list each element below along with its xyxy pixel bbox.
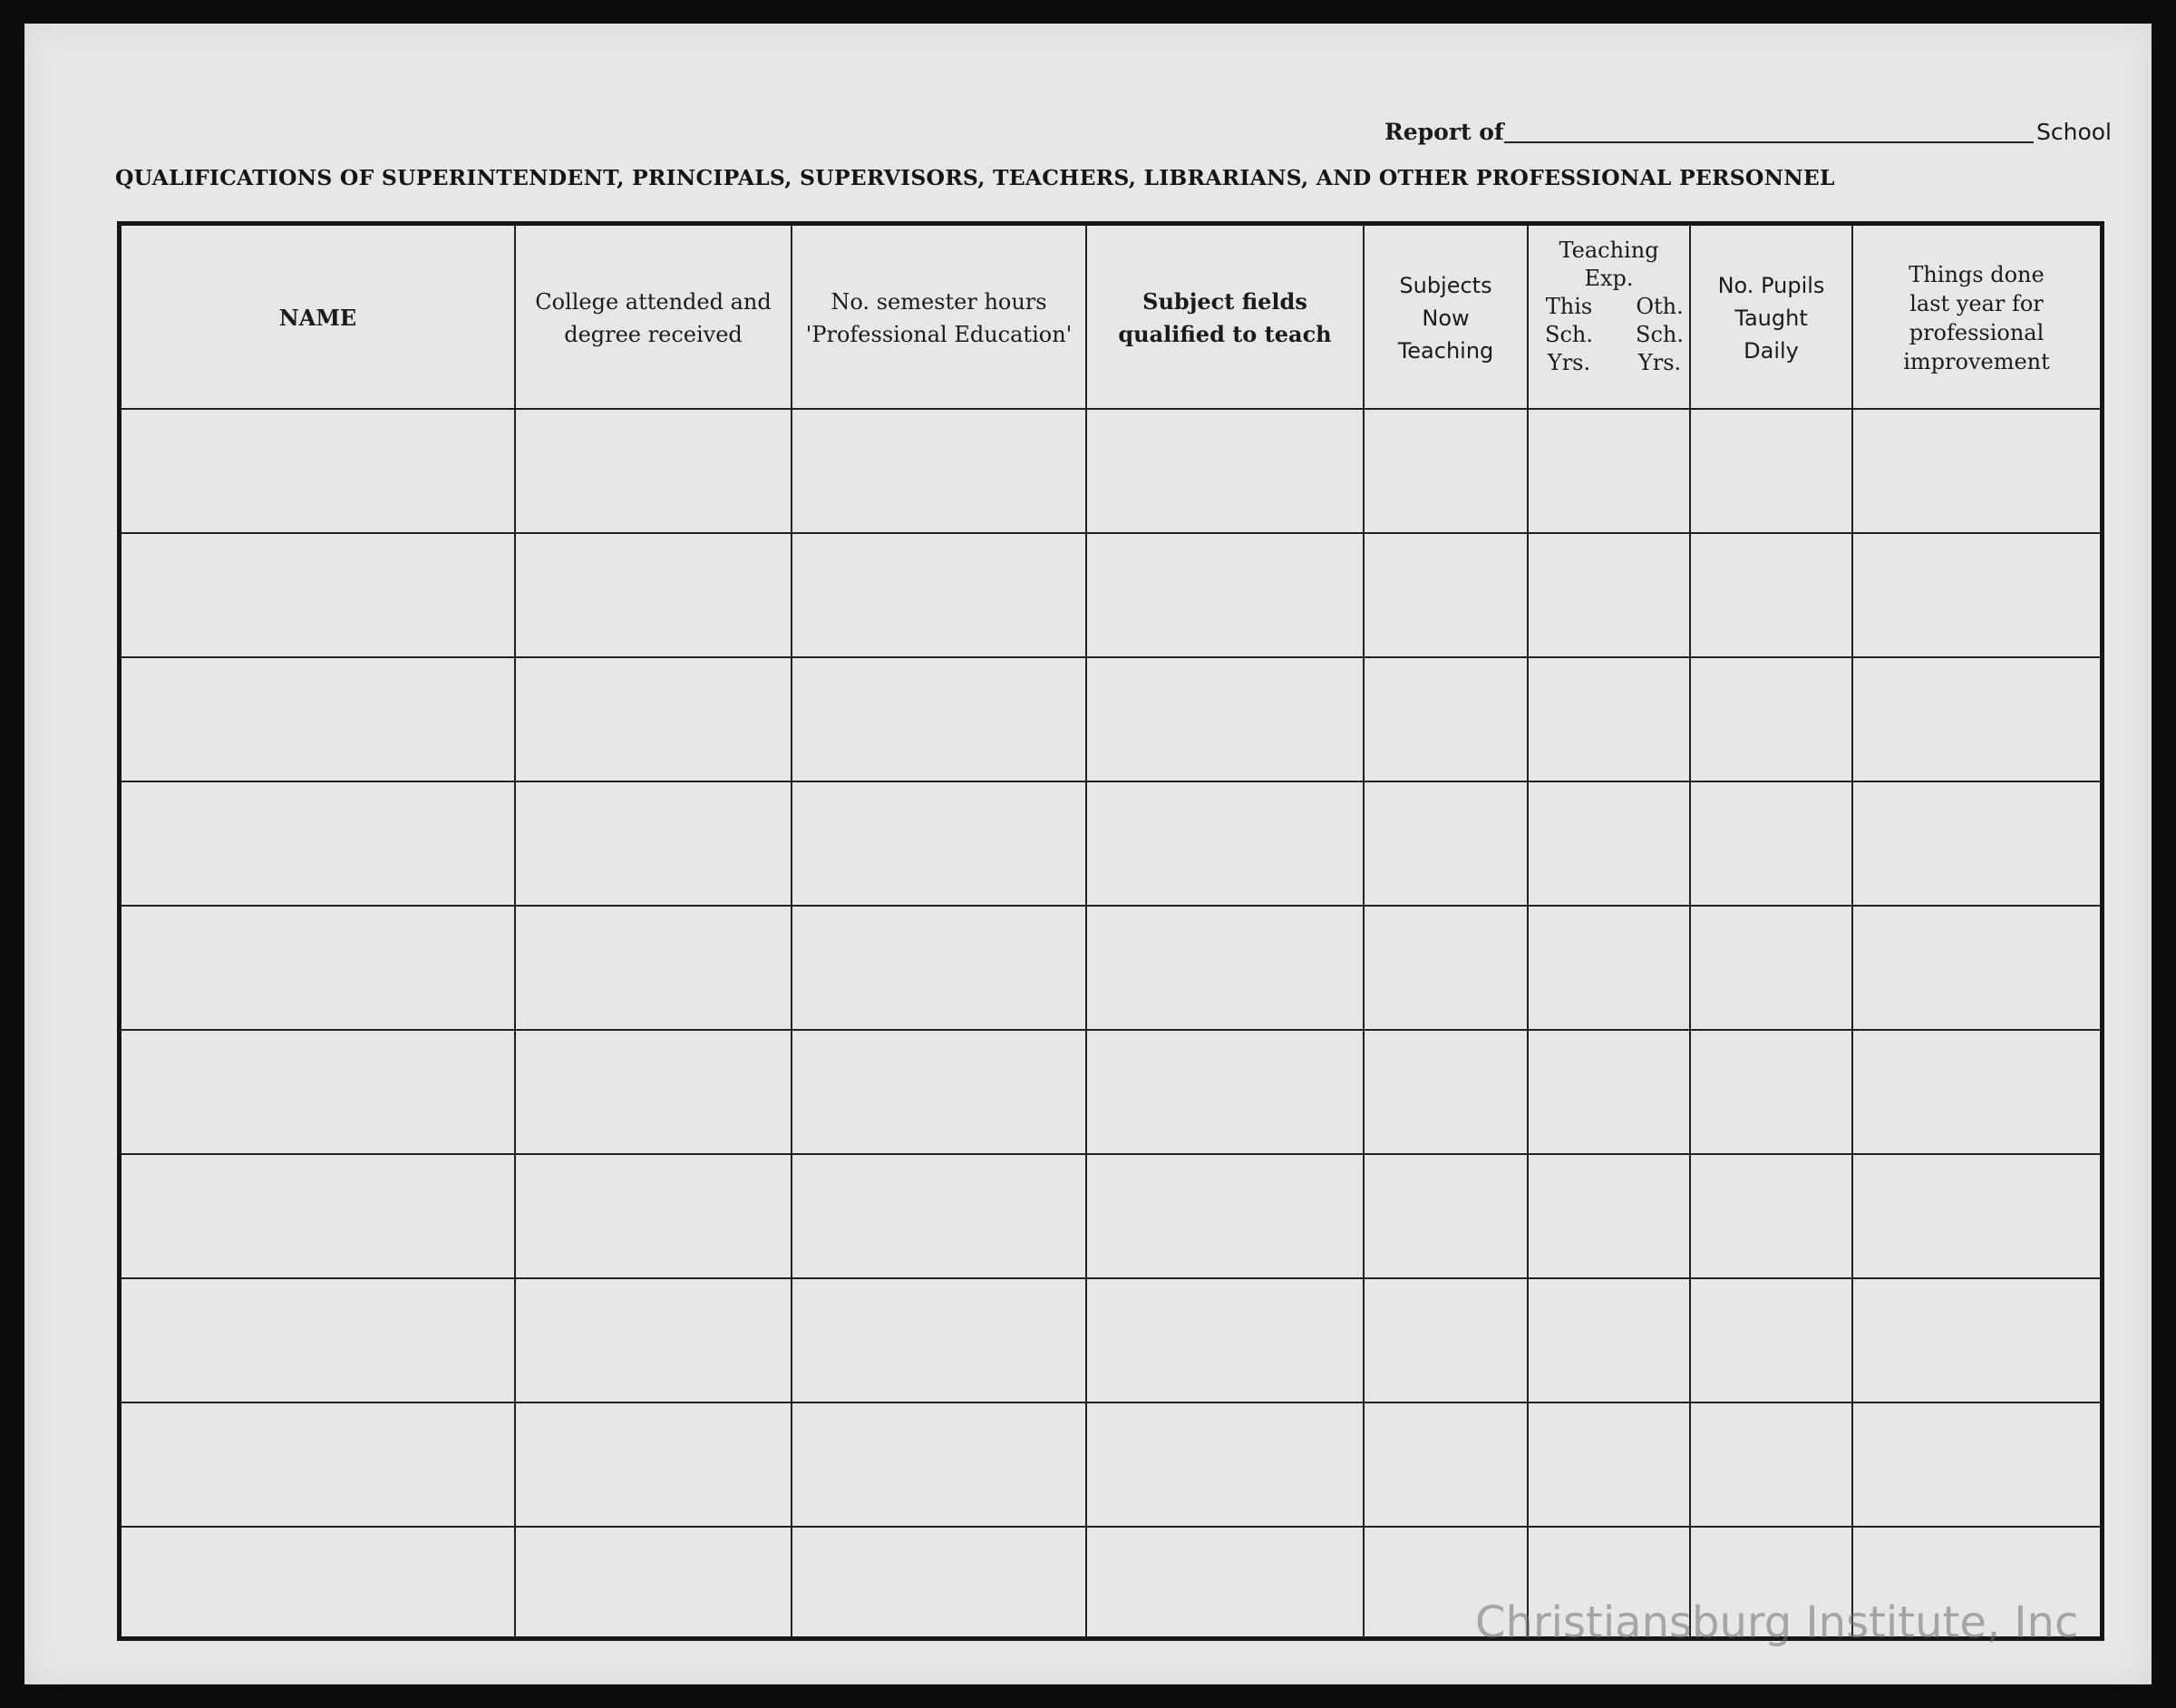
header-subjects-now-line1: Subjects: [1399, 272, 1492, 298]
entry-cell-things-done[interactable]: [1853, 534, 2100, 656]
entry-cell-this-school-yrs[interactable]: [1529, 1279, 1609, 1402]
entry-cell-things-done[interactable]: [1853, 658, 2100, 781]
entry-cell-name[interactable]: [121, 658, 516, 781]
entry-cell-things-done[interactable]: [1853, 907, 2100, 1029]
entry-cell-other-school-yrs[interactable]: [1609, 1031, 1691, 1153]
entry-cell-subjects-now[interactable]: [1365, 782, 1529, 905]
entry-cell-pupils[interactable]: [1691, 1279, 1853, 1402]
header-things-line4: improvement: [1903, 348, 2050, 374]
header-teaching-exp-title2: Exp.: [1584, 266, 1634, 291]
entry-cell-subject-fields[interactable]: [1087, 1279, 1365, 1402]
entry-cell-subjects-now[interactable]: [1365, 907, 1529, 1029]
entry-cell-this-school-yrs[interactable]: [1529, 1031, 1609, 1153]
entry-cell-things-done[interactable]: [1853, 1403, 2100, 1526]
entry-cell-things-done[interactable]: [1853, 782, 2100, 905]
header-college: [516, 226, 791, 410]
entry-cell-this-school-yrs[interactable]: [1529, 1403, 1609, 1526]
entry-cell-college[interactable]: [516, 907, 792, 1029]
entry-cell-name[interactable]: [121, 410, 516, 532]
header-college-line2: degree received: [564, 321, 743, 347]
entry-cell-other-school-yrs[interactable]: [1609, 534, 1691, 656]
entry-cell-name[interactable]: [121, 1528, 516, 1636]
entry-cell-name[interactable]: [121, 534, 516, 656]
entry-cell-college[interactable]: [516, 1279, 792, 1402]
entry-cell-pupils[interactable]: [1691, 1155, 1853, 1277]
entry-cell-pupils[interactable]: [1691, 782, 1853, 905]
entry-cell-subjects-now[interactable]: [1365, 1403, 1529, 1526]
form-sheet: [24, 24, 2152, 1684]
watermark: Christiansburg Institute, Inc: [1475, 1597, 2079, 1648]
entry-cell-subjects-now[interactable]: [1365, 1279, 1529, 1402]
entry-cell-subject-fields[interactable]: [1087, 534, 1365, 656]
entry-cell-other-school-yrs[interactable]: [1609, 1403, 1691, 1526]
entry-cell-pupils[interactable]: [1691, 658, 1853, 781]
header-semester-hours: [792, 226, 1085, 410]
header-semester-line1: No. semester hours: [831, 288, 1047, 315]
entry-cell-this-school-yrs[interactable]: [1529, 907, 1609, 1029]
entry-cell-things-done[interactable]: [1853, 1279, 2100, 1402]
entry-cell-other-school-yrs[interactable]: [1609, 410, 1691, 532]
header-subject-fields-line1: Subject fields: [1142, 287, 1307, 315]
entry-cell-subjects-now[interactable]: [1365, 534, 1529, 656]
entry-cell-semester-hours[interactable]: [792, 1528, 1087, 1636]
entry-cell-this-school-yrs[interactable]: [1529, 534, 1609, 656]
entry-cell-subject-fields[interactable]: [1087, 1528, 1365, 1636]
header-college-line1: College attended and: [535, 288, 772, 315]
qualifications-table: [117, 221, 2104, 1641]
entry-cell-semester-hours[interactable]: [792, 1155, 1087, 1277]
entry-cell-subjects-now[interactable]: [1365, 410, 1529, 532]
header-subjects-now-line2: Now: [1422, 305, 1470, 331]
entry-cell-other-school-yrs[interactable]: [1609, 907, 1691, 1029]
header-pupils-line1: No. Pupils: [1717, 272, 1825, 298]
entry-cell-semester-hours[interactable]: [792, 1403, 1087, 1526]
entry-cell-name[interactable]: [121, 1403, 516, 1526]
entry-cell-other-school-yrs[interactable]: [1609, 1155, 1691, 1277]
header-teaching-exp: [1529, 237, 1689, 409]
entry-cell-this-school-yrs[interactable]: [1529, 782, 1609, 905]
header-things-line3: professional: [1909, 319, 2045, 345]
entry-cell-semester-hours[interactable]: [792, 1031, 1087, 1153]
entry-cell-other-school-yrs[interactable]: [1609, 782, 1691, 905]
header-things-line2: last year for: [1909, 290, 2044, 316]
entry-cell-name[interactable]: [121, 907, 516, 1029]
entry-cell-semester-hours[interactable]: [792, 410, 1087, 532]
header-pupils-line3: Daily: [1744, 337, 1799, 364]
header-pupils: [1691, 226, 1851, 410]
entry-cell-name[interactable]: [121, 1155, 516, 1277]
entry-cell-other-school-yrs[interactable]: [1609, 1279, 1691, 1402]
header-things-done: [1853, 226, 2100, 410]
entry-cell-college[interactable]: [516, 410, 792, 532]
entry-cell-subject-fields[interactable]: [1087, 1403, 1365, 1526]
header-things-line1: Things done: [1909, 261, 2045, 287]
entry-cell-name[interactable]: [121, 1279, 516, 1402]
entry-cell-semester-hours[interactable]: [792, 658, 1087, 781]
entry-cell-subject-fields[interactable]: [1087, 410, 1365, 532]
entry-cell-subject-fields[interactable]: [1087, 1155, 1365, 1277]
entry-cell-things-done[interactable]: [1853, 1155, 2100, 1277]
form-heading: QUALIFICATIONS OF SUPERINTENDENT, PRINCIPALS, SUPERVISORS, TEACHERS, LIBRARIANS, AND OTHER PROFESSIONAL PERSONNEL: [115, 165, 1835, 190]
entry-cell-name[interactable]: [121, 782, 516, 905]
header-teaching-exp-subcols: [1529, 293, 1689, 377]
entry-cell-subject-fields[interactable]: [1087, 907, 1365, 1029]
entry-cell-this-school-yrs[interactable]: [1529, 658, 1609, 781]
header-name: NAME: [278, 304, 357, 331]
entry-cell-subject-fields[interactable]: [1087, 782, 1365, 905]
entry-cell-semester-hours[interactable]: [792, 534, 1087, 656]
entry-cell-semester-hours[interactable]: [792, 782, 1087, 905]
entry-cell-college[interactable]: [516, 782, 792, 905]
entry-cell-pupils[interactable]: [1691, 907, 1853, 1029]
entry-cell-other-school-yrs[interactable]: [1609, 658, 1691, 781]
school-label: School: [2036, 119, 2112, 145]
header-subject-fields: [1087, 226, 1363, 410]
entry-cell-college[interactable]: [516, 1403, 792, 1526]
entry-cell-semester-hours[interactable]: [792, 907, 1087, 1029]
entry-cell-college[interactable]: [516, 1155, 792, 1277]
header-subject-fields-line2: qualified to teach: [1118, 320, 1332, 347]
header-teaching-exp-title1: Teaching: [1559, 238, 1659, 263]
entry-cell-college[interactable]: [516, 1528, 792, 1636]
header-other-school: Oth. Sch. Yrs.: [1636, 294, 1684, 375]
entry-cell-pupils[interactable]: [1691, 1031, 1853, 1153]
entry-cell-semester-hours[interactable]: [792, 1279, 1087, 1402]
entry-cell-things-done[interactable]: [1853, 410, 2100, 532]
entry-cell-subject-fields[interactable]: [1087, 1031, 1365, 1153]
entry-cell-pupils[interactable]: [1691, 410, 1853, 532]
entry-cell-subject-fields[interactable]: [1087, 658, 1365, 781]
school-name-blank[interactable]: [1504, 141, 2034, 143]
entry-cell-this-school-yrs[interactable]: [1529, 410, 1609, 532]
report-of-label: Report of: [1384, 119, 1504, 145]
header-pupils-line2: Taught: [1734, 305, 1808, 331]
entry-cell-name[interactable]: [121, 1031, 516, 1153]
entry-cell-pupils[interactable]: [1691, 534, 1853, 656]
report-of-line: [1384, 116, 2112, 149]
header-subjects-now: [1365, 226, 1527, 410]
entry-cell-subjects-now[interactable]: [1365, 1155, 1529, 1277]
header-semester-line2: 'Professional Education': [805, 321, 1073, 347]
header-this-school: This Sch. Yrs.: [1545, 294, 1593, 375]
entry-cell-subjects-now[interactable]: [1365, 1031, 1529, 1153]
entry-cell-college[interactable]: [516, 1031, 792, 1153]
entry-cell-things-done[interactable]: [1853, 1031, 2100, 1153]
entry-cell-this-school-yrs[interactable]: [1529, 1155, 1609, 1277]
entry-cell-subjects-now[interactable]: [1365, 658, 1529, 781]
entry-cell-college[interactable]: [516, 658, 792, 781]
header-subjects-now-line3: Teaching: [1397, 337, 1494, 364]
entry-cell-pupils[interactable]: [1691, 1403, 1853, 1526]
entry-cell-college[interactable]: [516, 534, 792, 656]
